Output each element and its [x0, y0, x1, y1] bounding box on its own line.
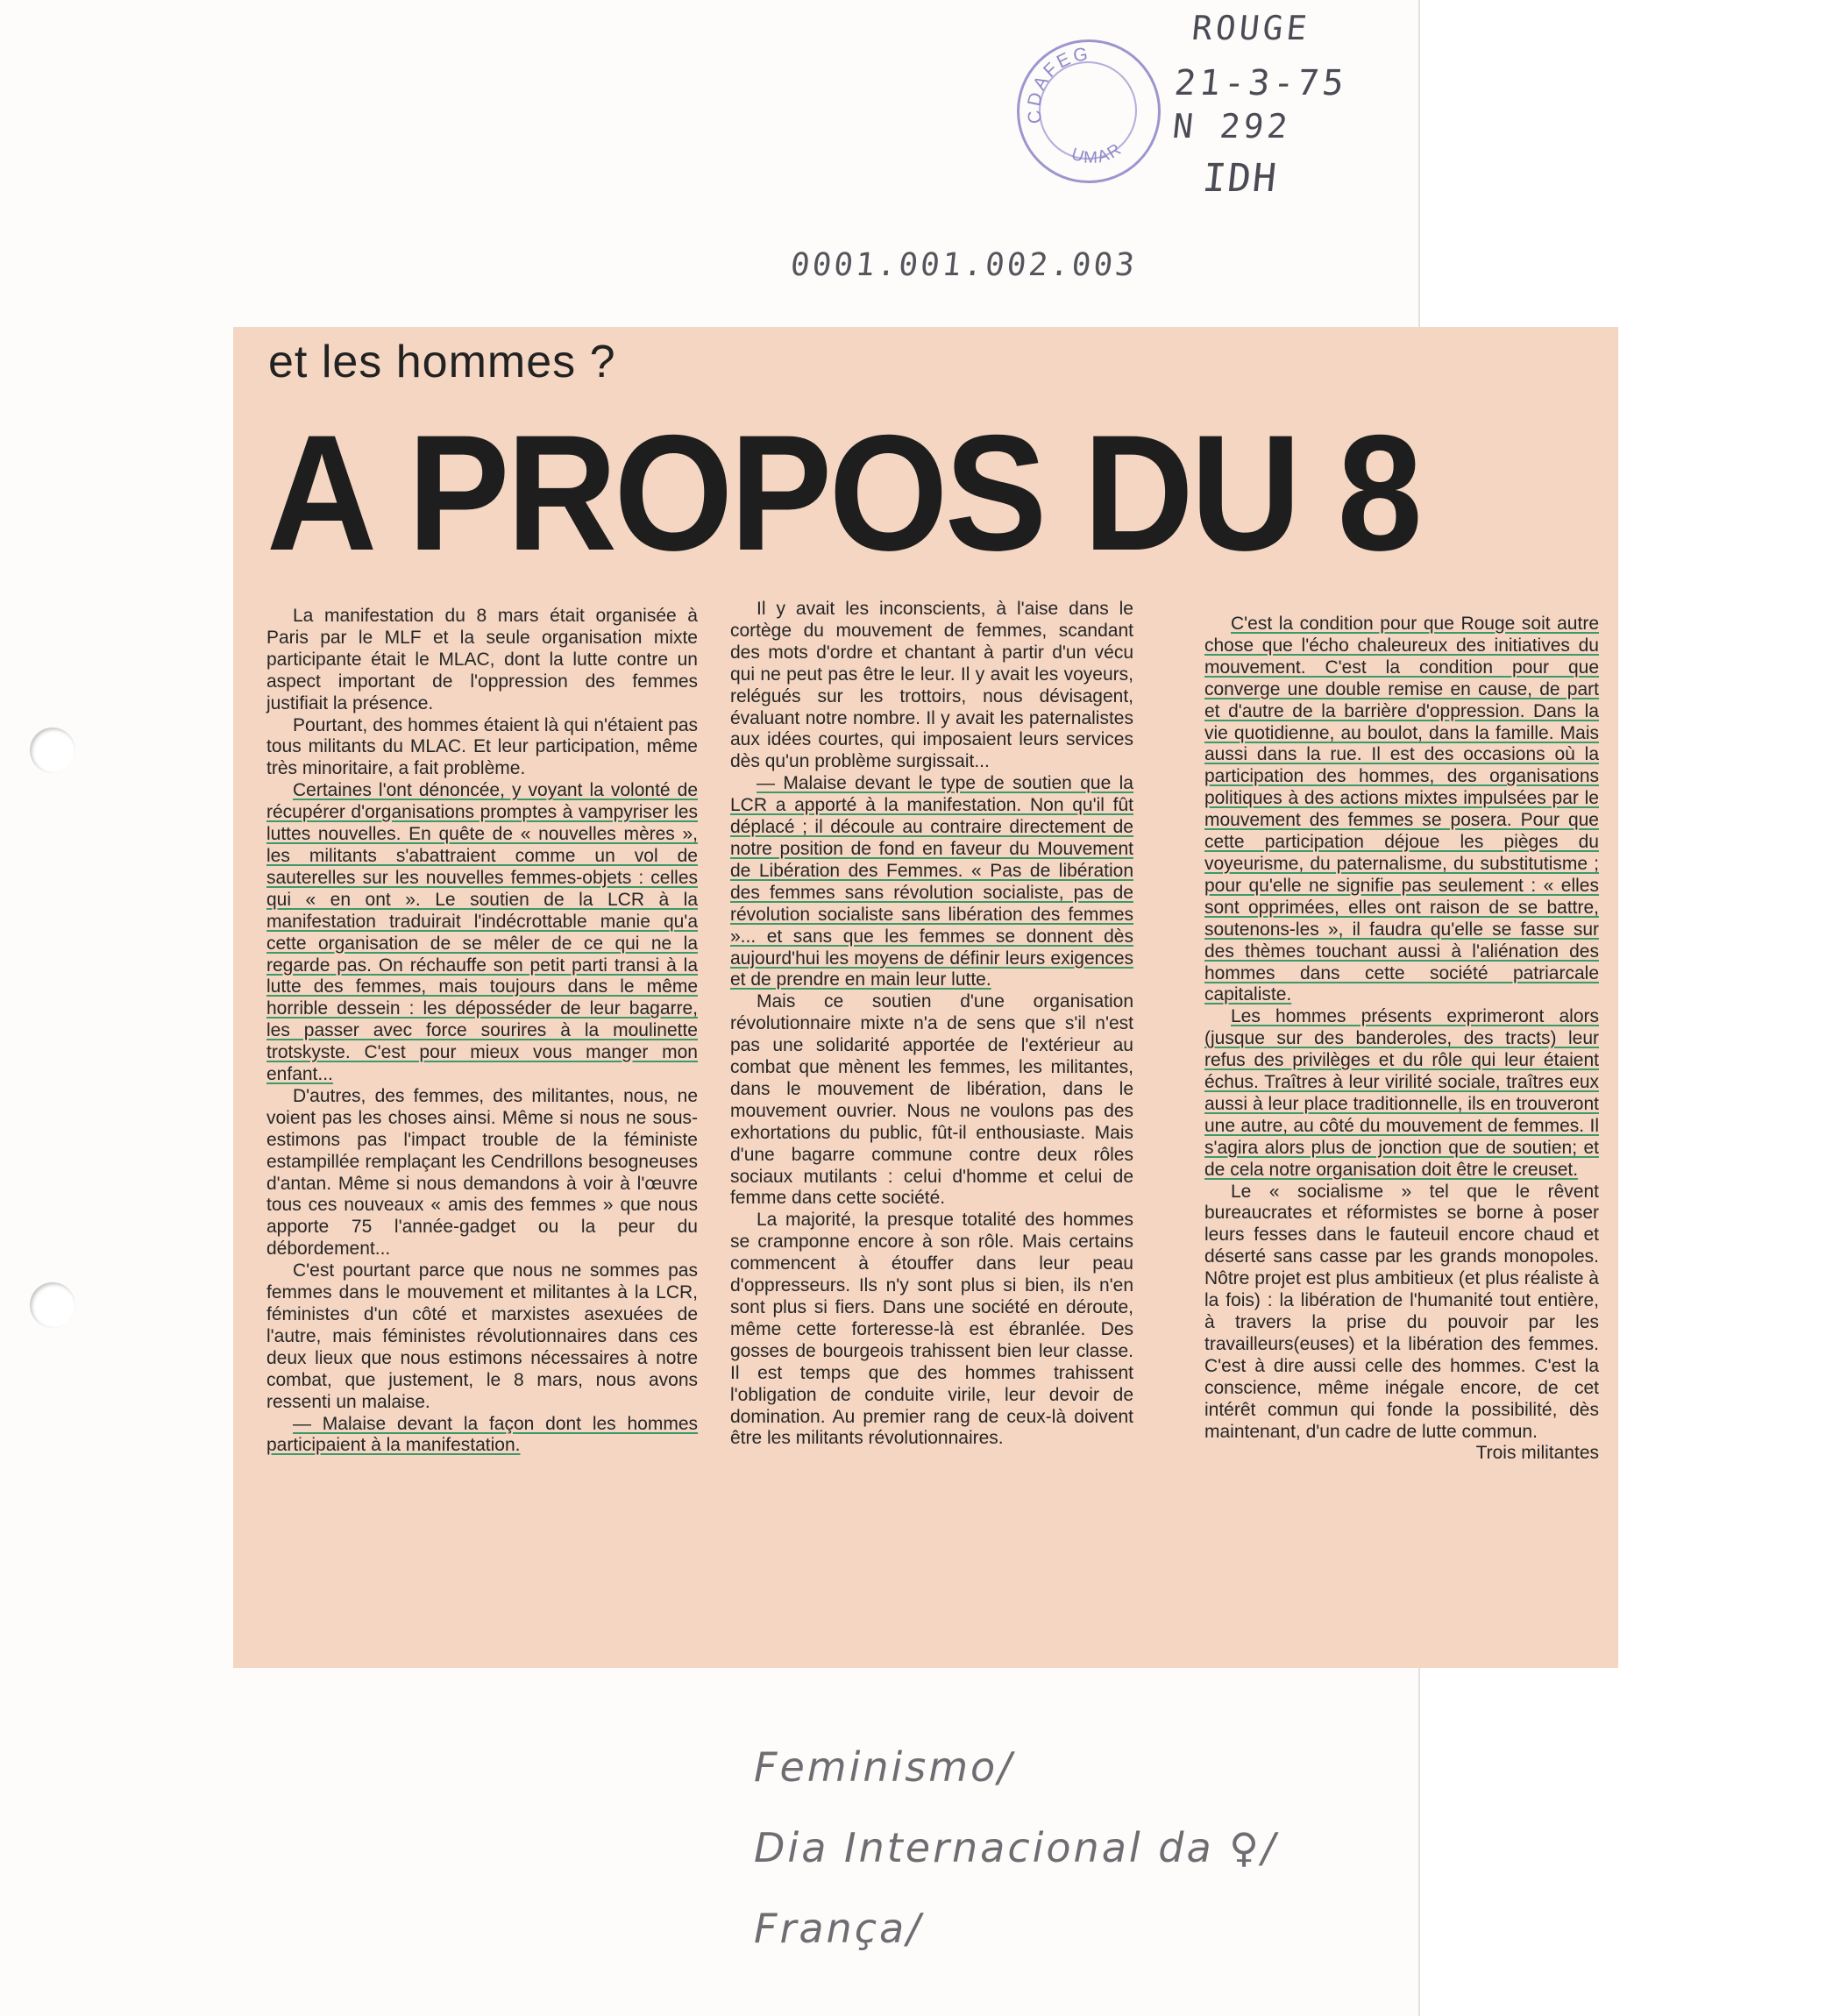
- paragraph: C'est la condition pour que Rouge soit autre chose que l'écho chaleureux des initiatives du mouvement. C'est la condition pour que converge une double remise en cause, de part et d'autre de la barrière d'oppression. Dans la vie quotidienne, au boulot, dans la famille. Mais aussi dans la rue. Il est des occasions où la participation des hommes, des organisations politiques à des actions mixtes impulsées par le mouvement des femmes se posera. Pour que cette participation déjoue les pièges du voyeurisme, du paternalisme, du substitutisme ; pour qu'elle ne signifie pas seulement : « elles sont opprimées, elles ont raison de se battre, soutenons-les », il faudra qu'elle se fasse sur des thèmes touchant aussi à l'aliénation des hommes dans cette société patriarcale capitaliste.: [1204, 614, 1599, 1005]
- newspaper-clipping: [233, 327, 1618, 1668]
- handwritten-initials: IDH: [1200, 156, 1281, 201]
- handwritten-notes: [754, 1727, 1420, 1969]
- paragraph: La majorité, la presque totalité des hommes se cramponne encore à son rôle. Mais certains commencent à étouffer dans leur peau d'oppresseurs. Ils n'y sont plus si bien, ils n'en sont plus si fiers. Dans une société en déroute, même cette forteresse-là est ébranlée. Des gosses de bourgeois trahissent bien leur classe. Il est temps que des hommes trahissent l'obligation de conduite virile, leur devoir de domination. Au premier rang de ceux-là doivent être les militants révolutionnaires.: [730, 1210, 1133, 1449]
- paragraph: Mais ce soutien d'une organisation révolutionnaire mixte n'a de sens que s'il n'est pas une solidarité apportée de l'extérieur au combat que mènent les femmes, les militantes, dans le mouvement de libération, dans le mouvement ouvrier. Nous ne voulons pas des exhortations du public, fût-il enthousiaste. Mais d'une bagarre commune contre deux rôles sociaux mutilants : celui d'homme et celui de femme dans cette société.: [730, 991, 1133, 1209]
- stamp-bottom-text: UMAR: [1069, 139, 1126, 167]
- svg-text:CDAFEG: [1024, 44, 1091, 124]
- article-column-3: [1204, 614, 1599, 1465]
- archive-stamp: [1017, 39, 1161, 183]
- paragraph: La manifestation du 8 mars était organisée à Paris par le MLF et la seule organisation mixte participante était le MLAC, dont la lutte contre un aspect important de l'oppression des femmes justifiait la présence.: [266, 606, 698, 713]
- article-kicker: et les hommes ?: [268, 337, 616, 387]
- paragraph: D'autres, des femmes, des militantes, nous, ne voient pas les choses ainsi. Même si nous ne sous-estimons pas l'impact trouble de la féministe estampillée remplaçant les Cendrillons besogneuses d'antan. Même si nous demandons à voir à l'œuvre tous ces nouveaux « amis des femmes » que nous apporte 75 l'année-gadget ou la peur du débordement...: [266, 1085, 698, 1260]
- paragraph: — Malaise devant le type de soutien que la LCR a apporté à la manifestation. Non qu'il fût déplacé ; il découle au contraire directement de notre position de fond en faveur du Mouvement de Libération des Femmes. « Pas de libération des femmes sans révolution socialiste, pas de révolution socialiste sans libération des femmes »... et sans que les femmes se donnent dès aujourd'hui les moyens de définir leurs exigences et de prendre en main leur lutte.: [730, 773, 1133, 990]
- note-line: Feminismo/: [754, 1743, 1014, 1791]
- stamp-lettering: [1020, 42, 1158, 181]
- punch-hole: [30, 1282, 75, 1328]
- note-line: França/: [754, 1905, 923, 1952]
- paragraph: Il y avait les inconscients, à l'aise dans le cortège du mouvement de femmes, scandant des mots d'ordre et chantant à partir d'un vécu qui ne peut pas être le leur. Il y avait les voyeurs, relégués sur les trottoirs, nous dévisagent, évaluant notre nombre. Il y avait les paternalistes aux idées courtes, qui imposaient leurs services dès qu'un problème surgissait...: [730, 599, 1133, 772]
- handwritten-source: ROUGE: [1190, 9, 1312, 47]
- svg-text:UMAR: [1069, 139, 1126, 167]
- punch-hole: [30, 728, 75, 773]
- handwritten-reference: 0001.001.002.003: [788, 247, 1139, 283]
- note-line: Dia Internacional da ♀/: [754, 1824, 1278, 1871]
- stamp-top-text: CDAFEG: [1024, 44, 1092, 125]
- article-signature: Trois militantes: [1475, 1443, 1599, 1464]
- paragraph: — Malaise devant la façon dont les hommes participaient à la manifestation.: [266, 1413, 698, 1456]
- paragraph: Les hommes présents exprimeront alors (jusque sur des banderoles, des tracts) leur refus des privilèges et du rôle qui leur étaient échus. Traîtres à leur virilité sociale, traîtres eux aussi à leur place traditionnelle, ils en trouveront une autre, au côté du mouvement de femmes. Il s'agira alors plus de jonction que de soutien; et de cela notre organisation doit être le creuset.: [1204, 1006, 1599, 1180]
- paragraph: C'est pourtant parce que nous ne sommes pas femmes dans le mouvement et militantes à la LCR, féministes d'un côté et marxistes asexuées de l'autre, mais féministes révolutionnaires dans ces deux lieux que nous estimons nécessaires à notre combat, que justement, le 8 mars, nous avons ressenti un malaise.: [266, 1260, 698, 1412]
- paragraph: Pourtant, des hommes étaient là qui n'étaient pas tous militants du MLAC. Et leur participation, même très minoritaire, a fait problème.: [266, 714, 698, 779]
- article-column-1: [266, 606, 698, 1457]
- article-column-2: [730, 599, 1133, 1450]
- handwritten-issue: N 292: [1170, 107, 1293, 146]
- handwritten-date: 21-3-75: [1172, 63, 1349, 103]
- paragraph: Certaines l'ont dénoncée, y voyant la volonté de récupérer d'organisations promptes à vampyriser les luttes nouvelles. En quête de « nouvelles mères », les militants s'abattraient comme un vol de sauterelles sur les nouvelles femmes-objets : celles qui « en ont ». Le soutien de la LCR à la manifestation traduirait l'indécrottable manie qu'a cette organisation de se mêler de ce qui ne la regarde pas. On réchauffe son petit parti transi à la lutte des femmes, mais toujours dans le même horrible dessein : les déposséder de leur bagarre, les passer avec force sourires à la moulinette trotskyste. C'est pour mieux vous manger mon enfant...: [266, 780, 698, 1085]
- paragraph: Le « socialisme » tel que le rêvent bureaucrates et réformistes se borne à poser leurs fesses dans le fauteuil encore chaud et déserté sans casse par les grands monopoles. Nôtre projet est plus ambitieux (et plus réaliste à la fois) : la libération de l'humanité tout entière, à travers la prise du pouvoir par les travailleurs(euses) et la libération des femmes. C'est à dire aussi celle des hommes. C'est la conscience, même inégale encore, de cet intérêt commun qui fonde la possibilité, dès maintenant, d'un cadre de lutte commun.: [1204, 1181, 1599, 1442]
- article-headline: A PROPOS DU 8: [266, 401, 1420, 585]
